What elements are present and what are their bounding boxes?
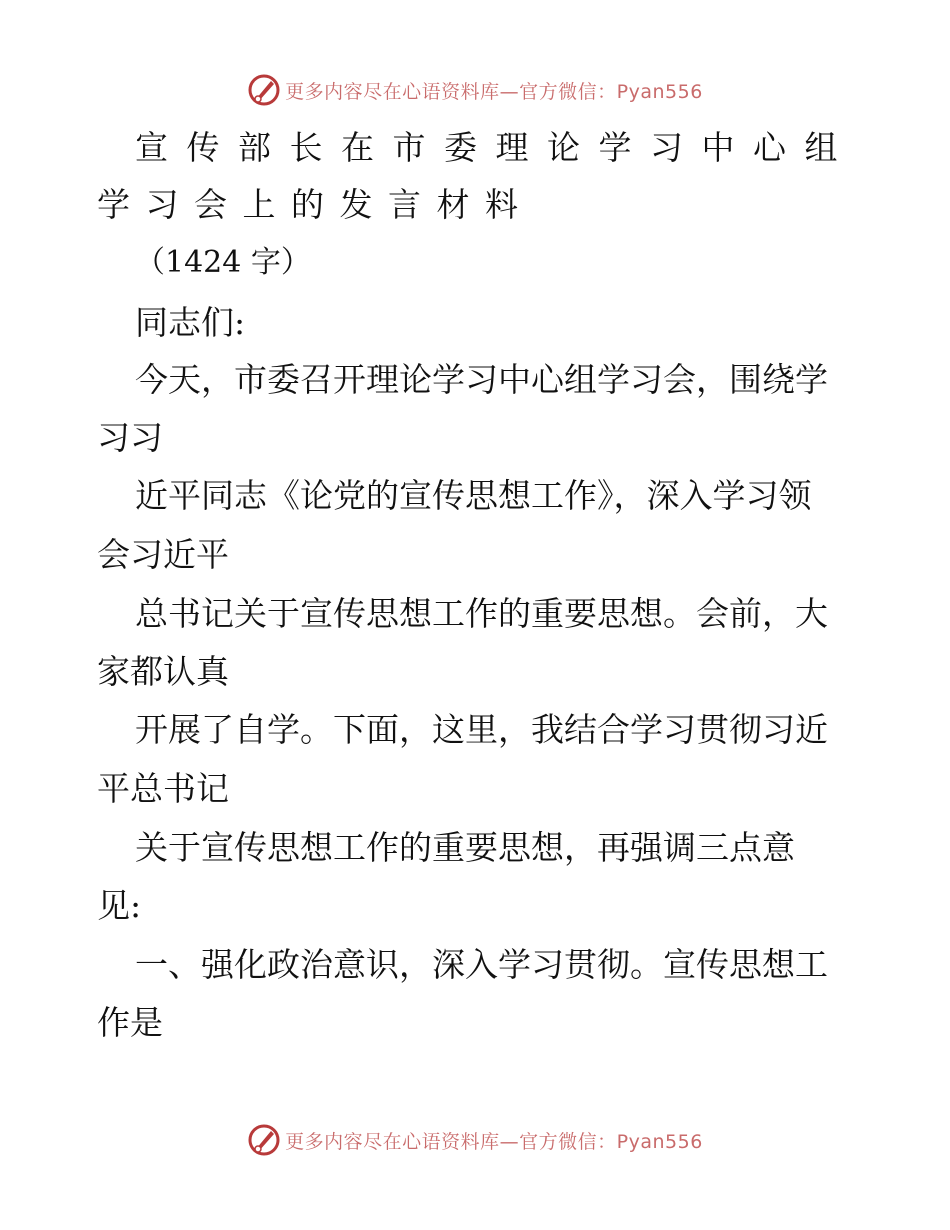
body-line: 今天，市委召开理论学习中心组学习会，围绕学 — [135, 360, 828, 399]
title-line-2: 学习会上的发言材料 — [97, 185, 534, 224]
body-line: 近平同志《论党的宣传思想工作》，深入学习领 — [135, 476, 812, 515]
body-line: 作是 — [97, 1003, 163, 1042]
body-line: 见: — [97, 886, 142, 925]
body-line: 一、强化政治意识，深入学习贯彻。宣传思想工 — [135, 945, 828, 984]
body-line: 总书记关于宣传思想工作的重要思想。会前，大 — [135, 594, 828, 633]
pen-logo-icon — [247, 1123, 281, 1157]
word-count: （1424 字） — [135, 245, 311, 280]
footer-banner — [0, 1120, 950, 1160]
body-line: 开展了自学。下面，这里，我结合学习贯彻习近 — [135, 710, 828, 749]
header-banner — [0, 70, 950, 110]
body-line: 家都认真 — [97, 652, 229, 691]
banner-text: 更多内容尽在心语资料库—官方微信：Pyan556 — [285, 80, 703, 103]
body-line: 习习 — [97, 418, 163, 457]
salutation: 同志们: — [135, 303, 246, 342]
banner-text: 更多内容尽在心语资料库—官方微信：Pyan556 — [285, 1130, 703, 1153]
body-line: 会习近平 — [97, 535, 229, 574]
pen-logo-icon — [247, 73, 281, 107]
body-line: 平总书记 — [97, 769, 229, 808]
title-line-1: 宣传部长在市委理论学习中心组 — [135, 128, 856, 167]
body-line: 关于宣传思想工作的重要思想，再强调三点意 — [135, 828, 795, 867]
